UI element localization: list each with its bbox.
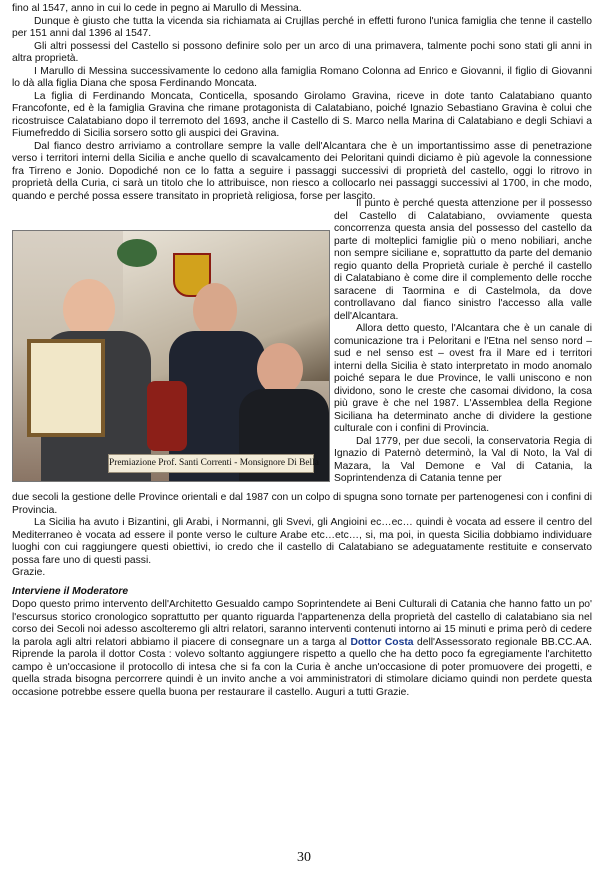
paragraph: Grazie. <box>12 567 46 578</box>
section-heading: Interviene il Moderatore <box>12 586 129 597</box>
page-number: 30 <box>297 850 311 865</box>
highlighted-name: Dottor Costa <box>350 636 414 648</box>
person-left-head <box>63 279 115 339</box>
ceremony-photo <box>12 230 330 482</box>
text-run: Dopo questo primo intervento dell'Architetto Gesualdo campo Soprintendete ai Beni Culturali di Catania che hanno fatto un po' l'escursus storico cronologico soprattutto per quanto riguarda l'appartenenza della proprietà del castello di calatabiano sia nel corso dei Secoli noi adesso ascolteremo gli altri relatori, saranno interventi contenuti intorno ai 15 minuti e prima però di cedere la parola agli altri relatori abbiamo il piacere di consegnare un a targa al <box>12 599 592 648</box>
photo-caption: Premiazione Prof. Santi Correnti - Monsignore Di Bella <box>108 454 314 473</box>
paragraph: I Marullo di Messina successivamente lo cedono alla famiglia Romano Colonna ad Enrico e Giovanni, il figlio di Giovanni lo dà alla figlia Diana che sposa Ferdinando Moncata. <box>12 65 592 89</box>
paragraph: La Sicilia ha avuto i Bizantini, gli Arabi, i Normanni, gli Svevi, gli Angioini ec…ec… quindi è vocata ad essere il centro del Mediterraneo è vocata ad essere il ponte verso le culture Arabe etc…etc…, si, ma poi, in questa Sicilia dobbiamo individuare luoghi con cui raggiungere questi obiettivi, io credo che il castello di Calatabiano se adeguatamente restituite e conservato possa fare uno di questi passi. <box>12 517 592 566</box>
paragraph: Il punto è perché questa attenzione per il possesso del Castello di Calatabiano, ovviamente questa concorrenza questa ansia del possesso del castello da parte di molteplici famiglie più o meno nobiliari, anche non sempre siciliane e, soprattutto da parte del demanio regio quanto della Proprietà curiale è perché il castello di Calatabiano è come dire il complemento delle rocche saracene di Taormina e di Castelmola, da dove controllavano dal fianco sinistro l'accesso alla valle dell'Alcantara. <box>334 198 592 322</box>
intro-text <box>12 3 592 203</box>
paragraph: La figlia di Ferdinando Moncata, Conticella, sposando Girolamo Gravina, riceve in dote tanto Calatabiano quanto Francofonte, ed è la famiglia Gravina che rimane protagonista di Calatabiano, poiché Ignazio Sebastiano Gravina è colui che ricostruisce Calatabiano dopo il terremoto del 1693, anche il Castello di S. Marco nella Marina di Calatabiano e degli Schiavi a Fiumefreddo di Sicilia sorsero sotto gli auspici dei Gravina. <box>12 90 592 139</box>
right-column-text <box>334 198 592 486</box>
paragraph: Gli altri possessi del Castello si possono definire solo per un arco di una primavera, talmente pochi sono stati gli anni in altra proprietà. <box>12 40 592 64</box>
coat-of-arms-shape <box>117 239 157 267</box>
paragraph: Dunque è giusto che tutta la vicenda sia richiamata ai Crujllas perché in effetti furono l'unica famiglia che tenne il castello per 151 anni dal 1396 al 1547. <box>12 15 592 39</box>
person-right-head <box>257 343 303 395</box>
framed-award <box>27 339 105 437</box>
moderator-text <box>12 599 592 699</box>
person-center-head <box>193 283 237 337</box>
paragraph <box>12 599 592 699</box>
continued-text <box>12 492 592 580</box>
paragraph: due secoli la gestione delle Province orientali e dal 1987 con un colpo di spugna sono tornate per partenogenesi con i confini di Provincia. <box>12 492 592 516</box>
paragraph: Allora detto questo, l'Alcantara che è un canale di comunicazione tra i Peloritani e l'Etna nel senso nord – sud e nel senso est – ovest fra il Mare ed i territori interni della Sicilia è stato interpretato in modo anomalo poiché separa le due Province, le valli uniscono e non dividono, sono le creste che casomai dividono, la cosa più grave è che nel 1987. L'Assemblea della Regione Siciliana ha determinato anche di dividere la gestione culturale con i confini di Provincia. <box>334 323 592 434</box>
text-run: dell'Assessorato regionale BB.CC.AA. Riprende la parola il dottor Costa : volevo soltanto aggiungere rispetto a quello che ha detto poco fa egregiamente l'architetto campo è un'occasione il protocollo di intesa che si fa con la Curia è anche un'occasione di poter promuovere dei progetti, e quella strada bisogna percorrere quindi è un invito anche a voi amministratori di stimolare diciamo quindi non perdete questa occasione potrebbe essere quella buona per restaurare il castello. Auguri a tutti Grazie. <box>12 636 592 698</box>
paragraph: fino al 1547, anno in cui lo cede in pegno ai Marullo di Messina. <box>12 3 302 14</box>
paragraph: Dal fianco destro arriviamo a controllare sempre la valle dell'Alcantara che è un importantissimo asse di penetrazione verso i territori interni della Sicilia e anche quello di scavalcamento dei Peloritani quindi diciamo è più agevole la connessione fra Tirreno e Jonio. Dopodiché non ce lo fatta a seguire i passaggi successivi di proprietà del castello, oggi lo ritrovo in proprietà della Curia, ci sarà un titolo che lo attribuisce, non riesco a collocarlo nei passaggi successivi al 1700, in che modo, quando e perché possa essere transitato in proprietà religiosa, forse per lascito. <box>12 140 592 202</box>
paragraph: Dal 1779, per due secoli, la conservatoria Regia di Ignazio di Paternò determinò, la Val di Noto, la Val di Mazara, la Val Demone e Val di Catania, la Soprintendenza di Catania tenne per <box>334 435 592 484</box>
red-chair <box>147 381 187 451</box>
